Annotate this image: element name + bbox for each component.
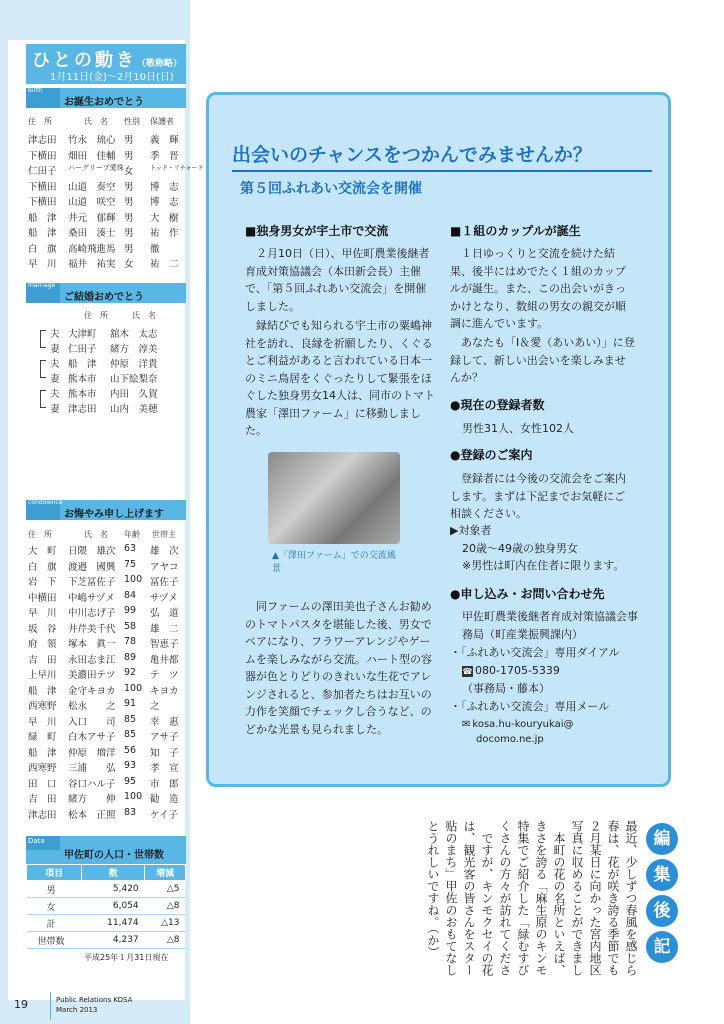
birth-cell: 畑田 佳輔 (68, 150, 116, 162)
condolence-cell: 早 川 (28, 608, 57, 619)
marriage-cell: 仁田子 (68, 344, 97, 355)
condolence-header-age: 年齢 (124, 530, 140, 539)
condolence-cell: 95 (124, 775, 137, 787)
birth-cell: 船 津 (28, 228, 57, 239)
marriage-cell: 内田 久賀 (110, 389, 158, 400)
footer-publication: Public Relations KOSA (56, 996, 133, 1004)
condolence-cell: 緒方 伸 (68, 794, 116, 805)
condolence-cell: 89 (124, 651, 137, 663)
birth-cell: 下横田 (28, 181, 57, 193)
birth-cell: 男 (124, 243, 134, 255)
condolence-cell: アサ子 (150, 732, 179, 743)
condolence-cell: 金守キヨカ (68, 685, 116, 697)
birth-cell: 女 (124, 166, 134, 177)
condolence-cell: 入口 司 (68, 716, 116, 728)
birth-cell: 福井 祐実 (68, 259, 116, 270)
population-cell: 計 (27, 915, 82, 932)
marriage-cell: 妻 (50, 374, 60, 385)
birth-en-label: birth (28, 87, 43, 94)
condolence-cell: 100 (124, 791, 143, 802)
mail-address[interactable] (462, 716, 574, 733)
mail-icon: ✉ (462, 719, 471, 730)
editorial-column: ですが、キンモクセイの花 (480, 832, 494, 976)
marriage-section-header (26, 283, 186, 303)
editorial-label-3: 後 (646, 895, 678, 927)
condolence-cell: 日隈 雄次 (68, 546, 116, 557)
editorial-label-1: 編 (646, 823, 678, 855)
marriage-cell: 緒方 淳美 (110, 344, 158, 355)
editorial-column: ２月某日に向かった宮内地区 (588, 820, 602, 976)
population-title: 甲佐町の人口・世帯数 (64, 850, 164, 861)
birth-cell: トッド・リチャード (150, 165, 204, 172)
marriage-cell: 津志田 (68, 404, 97, 415)
birth-cell: 早 川 (28, 259, 57, 270)
birth-cell: 津志田 (28, 135, 57, 146)
marriage-cell: 大津町 (68, 329, 97, 340)
birth-cell: 船 津 (28, 212, 57, 224)
editorial-label-4: 記 (646, 931, 678, 963)
sawada-farm-photo (268, 452, 400, 544)
condolence-cell: 緑 町 (28, 732, 57, 743)
couple-bracket (40, 330, 46, 348)
registered-count: 男性31人、女性102人 (462, 422, 574, 435)
condolence-cell: 白 旗 (28, 561, 57, 573)
condolence-cell: 市 郎 (150, 778, 179, 790)
condolence-cell: 上早川 (28, 670, 57, 681)
condolence-cell: 吉 田 (28, 654, 57, 666)
left-heading: ■独身男女が宇土市で交流 (245, 224, 389, 238)
condolence-cell: 弘 道 (150, 608, 179, 619)
birth-header-address: 住 所 (28, 117, 52, 126)
marriage-cell: 妻 (50, 404, 60, 415)
condolence-cell: 渡邉 國興 (68, 561, 116, 573)
article-title: 出会いのチャンスをつかんでみませんか？ (232, 144, 592, 166)
population-row (27, 915, 186, 932)
condolence-cell: 田 口 (28, 778, 57, 790)
editorial-label-2: 集 (646, 859, 678, 891)
condolence-cell: 早 川 (28, 716, 57, 728)
condolence-cell: 中川志げ子 (68, 608, 116, 619)
birth-cell: 女 (124, 259, 134, 270)
editorial-column: は、観光客の皆さんをスター (462, 820, 476, 976)
condolence-cell: 雄 二 (150, 623, 179, 635)
birth-cell: 博 志 (150, 197, 179, 208)
birth-cell: 男 (124, 150, 134, 162)
birth-cell: 高崎飛進馬 (68, 243, 116, 255)
population-header-row (27, 865, 186, 881)
birth-cell: 桑田 湊士 (68, 228, 116, 239)
right-heading: ■１組のカップルが誕生 (450, 224, 581, 238)
page-number: 19 (14, 998, 28, 1011)
condolence-title: お悔やみ申し上げます (64, 509, 164, 520)
condolence-cell: 知 子 (150, 747, 179, 759)
condolence-cell: 85 (124, 729, 137, 740)
condolence-cell: 93 (124, 760, 137, 771)
marriage-title: ご結婚おめでとう (64, 292, 144, 303)
mail-address-1: kosa.hu-kouryukai@ (472, 719, 574, 730)
birth-cell: 山道 奏空 (68, 181, 116, 193)
condolence-header-head: 世帯主 (152, 530, 176, 539)
birth-cell: 大 樹 (150, 212, 179, 224)
birth-cell: ハーグリーブ愛珠 (68, 164, 124, 172)
condolence-cell: 孝 宣 (150, 763, 179, 774)
editorial-column: 特集でご紹介した「緑むすび (516, 820, 530, 976)
condolence-cell: 塚本 眞一 (68, 639, 116, 650)
condolence-cell: 永田志ま江 (68, 654, 116, 666)
phone-number[interactable] (462, 662, 560, 680)
population-cell: 女 (27, 898, 82, 915)
phone-note: （事務局・藤本） (462, 682, 550, 695)
population-cell: △8 (145, 932, 186, 949)
editorial-column: 贴のまち」甲佐のおもてなし (444, 820, 458, 976)
birth-cell: 男 (124, 135, 134, 146)
article-subtitle: 第５回ふれあい交流会を開催 (240, 181, 422, 197)
left-paragraph-3: 同ファームの澤田美也子さんお勧めのトマトパスタを堪能した後、男女でペアになり、フラワーアレンジやゲームを楽しみながら交流。ハート型の容器が色とりどりのきれいな生花でアレンジされると、参加者たちはお互いの力作を笑顔でチェックし合うなど、のどかな光景も見られました。 (245, 600, 432, 736)
condolence-cell: 白木アサ子 (68, 732, 116, 743)
hito-no-ugoki-header (26, 44, 186, 84)
condolence-cell: 91 (124, 698, 137, 709)
condolence-cell: 58 (124, 620, 137, 632)
condolence-section-header (26, 500, 186, 520)
mail-address-2: docomo.ne.jp (476, 734, 544, 745)
birth-title: お誕生おめでとう (64, 97, 144, 108)
guide-paragraph: 登録者には今後の交流会をご案内します。まずは下記までお気軽にご相談ください。 (450, 472, 626, 520)
marriage-cell: 熊本市 (68, 389, 97, 400)
population-cell: 5,420 (82, 881, 145, 898)
condolence-cell: 吉 田 (28, 794, 57, 805)
birth-cell: 博 志 (150, 181, 179, 193)
hito-title: ひとの動き（敬称略） (32, 50, 183, 71)
birth-cell: 竹永 琉心 (68, 135, 116, 146)
editorial-column: 写真に収めることができまし (570, 820, 584, 976)
condolence-cell: 100 (124, 682, 143, 694)
phone-number-text: 080-1705-5339 (475, 664, 560, 677)
population-cell: 男 (27, 881, 82, 898)
condolence-cell: 谷口ハル子 (68, 778, 116, 790)
population-cell: 世帯数 (27, 932, 82, 949)
condolence-cell: アヤコ (150, 561, 179, 573)
photo-caption: ▲「澤田ファーム」での交流風景 (272, 551, 396, 574)
population-cell: △13 (145, 915, 186, 932)
condolence-cell: 56 (124, 744, 137, 756)
dial-label: ・「ふれあい交流会」専用ダイアル (450, 646, 620, 659)
condolence-cell: 63 (124, 543, 137, 554)
condolence-cell: 中嶋サヅメ (68, 592, 115, 604)
condolence-cell: 三浦 弘 (68, 763, 116, 774)
birth-cell: 男 (124, 181, 134, 193)
phone-icon: ☎ (462, 667, 473, 676)
marriage-header-address: 住 所 (84, 311, 108, 320)
target-label: ▶対象者 (450, 524, 492, 537)
couple-bracket (40, 390, 46, 408)
birth-cell: 祐 作 (150, 228, 179, 239)
birth-cell: 下横田 (28, 150, 57, 162)
marriage-cell: 妻 (50, 344, 60, 355)
birth-cell: 季 晋 (150, 150, 179, 162)
editorial-column: くさんの方々が訪れてくださ (498, 820, 512, 976)
hito-period: 1月11日(金)～2月10日(日) (50, 72, 174, 83)
population-header-change: 増減 (145, 865, 186, 881)
marriage-en-label: marriage (28, 282, 56, 289)
condolence-cell: 亀井都 (150, 654, 179, 666)
condolence-cell: 83 (124, 806, 137, 818)
footer-date: March 2013 (56, 1006, 98, 1014)
population-section-header (26, 836, 186, 864)
editorial-column: 本町の花の名所といえば、 (552, 832, 566, 976)
birth-header-sex: 性別 (124, 117, 140, 126)
population-en-label: Data (28, 837, 45, 845)
condolence-cell: 西寒野 (28, 701, 57, 712)
left-paragraph-1: ２月10日（日）、甲佐町農業後継者育成対策協議会（本田新会長）主催で、「第５回ふれあい交流会」を開催しました。 (245, 247, 430, 313)
population-cell: △8 (145, 898, 186, 915)
population-row (27, 932, 186, 949)
population-cell: 4,237 (82, 932, 145, 949)
condolence-cell: 之 (150, 701, 160, 712)
population-row (27, 881, 186, 898)
population-table (26, 864, 186, 949)
mail-label: ・「ふれあい交流会」専用メール (450, 700, 610, 713)
condolence-cell: 100 (124, 574, 143, 585)
marriage-cell: 夫 (50, 359, 60, 370)
condolence-cell: テ ツ (150, 670, 179, 681)
left-paragraph-2: 縁結びでも知られる宇土市の粟嶋神社を訪れ、良縁を祈願したり、くぐるとご利益があると言われている日本一のミニ鳥居をくぐったりして緊張をほぐした独身男女14人は、同市のトマト農家「澤田ファーム」に移動しました。 (245, 319, 435, 437)
right-paragraph-2: あなたも「I＆愛（あいあい）」に登録して、新しい出会いを楽しみませんか？ (450, 336, 635, 384)
condolence-cell: キヨカ (150, 685, 179, 697)
guide-heading: ●登録のご案内 (450, 448, 533, 462)
condolence-cell: 津志田 (28, 809, 57, 821)
condolence-cell: 大 町 (28, 546, 57, 557)
condolence-cell: 92 (124, 667, 137, 678)
marriage-cell: 夫 (50, 389, 60, 400)
birth-header-name: 氏 名 (84, 117, 108, 126)
condolence-en-label: condolence (28, 499, 63, 506)
birth-cell: 下横田 (28, 197, 57, 208)
birth-cell: 山道 咲空 (68, 197, 116, 208)
condolence-cell: 75 (124, 558, 137, 570)
contact-heading: ●申し込み・お問い合わせ先 (450, 587, 605, 601)
marriage-cell: 山下絵梨奈 (110, 374, 158, 385)
population-row (27, 898, 186, 915)
editorial-column: とうれしいですね。（か） (426, 820, 440, 958)
condolence-cell: 85 (124, 713, 137, 725)
population-header-count: 数 (82, 865, 145, 881)
population-cell: △5 (145, 881, 186, 898)
condolence-cell: 井芹美千代 (68, 623, 116, 635)
birth-cell: 徹 (150, 243, 160, 255)
birth-section-header (26, 88, 186, 108)
birth-header-guardian: 保護者 (150, 117, 174, 126)
condolence-cell: 船 津 (28, 747, 57, 759)
right-paragraph-1: １日ゆっくりと交流を続けた結果、後半にはめでたく１組のカップルが誕生。また、この出会いがきっかけとなり、数組の男女の親交が順調に進んでいます。 (450, 247, 626, 330)
condolence-cell: 勧 造 (150, 794, 179, 805)
condolence-cell: 智恵子 (150, 639, 179, 650)
condolence-cell: 幸 惠 (150, 716, 179, 728)
condolence-cell: 雄 次 (150, 546, 179, 557)
birth-cell: 男 (124, 197, 134, 208)
condolence-cell: 松永 之 (68, 701, 116, 712)
condolence-cell: サヅメ (150, 592, 178, 604)
condolence-cell: 松本 正照 (68, 809, 116, 821)
population-header-item: 項目 (27, 865, 82, 881)
birth-cell: 義 輝 (150, 135, 179, 146)
birth-cell: 男 (124, 212, 134, 224)
condolence-cell: 府 領 (28, 639, 57, 650)
marriage-cell: 仲原 洋貴 (110, 359, 158, 370)
contact-organization: 甲佐町農業後継者育成対策協議会事務局（町産業振興課内） (462, 610, 638, 641)
condolence-cell: 78 (124, 636, 137, 647)
birth-cell: 井元 郁輝 (68, 212, 116, 224)
population-cell: 6,054 (82, 898, 145, 915)
condolence-cell: 岩 下 (28, 577, 57, 588)
marriage-header-name: 氏 名 (132, 311, 156, 320)
birth-cell: 男 (124, 228, 134, 239)
condolence-cell: 坂 谷 (28, 623, 57, 635)
editorial-column: 最近、少しずつ春風を感じら (624, 820, 638, 976)
condolence-cell: ケイ子 (150, 809, 178, 821)
birth-cell: 祐 二 (150, 259, 179, 270)
couple-bracket (40, 360, 46, 378)
condolence-cell: 99 (124, 605, 137, 616)
editorial-column: 春は、花が咲き誇る季節でも (606, 820, 620, 976)
marriage-cell: 熊本市 (68, 374, 97, 385)
condolence-cell: 下芝冨佐子 (68, 577, 116, 588)
condolence-cell: 船 津 (28, 685, 57, 697)
condolence-cell: 84 (124, 589, 137, 601)
target-note: ※男性は町内在住者に限ります。 (462, 559, 625, 572)
condolence-cell: 中横田 (28, 592, 57, 604)
population-cell: 11,474 (82, 915, 145, 932)
editorial-column: きさを誇る「麻生原のキンモ (534, 820, 548, 976)
condolence-header-name: 氏 名 (84, 530, 108, 539)
condolence-cell: 冨佐子 (150, 577, 179, 588)
condolence-cell: 西寒野 (28, 763, 57, 774)
target-body: 20歳～49歳の独身男女 (462, 542, 578, 555)
condolence-cell: 美濃田テツ (68, 670, 116, 681)
registered-heading: ●現在の登録者数 (450, 398, 545, 412)
population-as-of: 平成25年１月31日現在 (84, 953, 169, 962)
marriage-cell: 舘木 太志 (110, 329, 158, 340)
marriage-cell: 船 津 (68, 359, 97, 370)
condolence-cell: 仲原 増洋 (68, 747, 116, 759)
footer-divider (50, 992, 51, 1020)
title-rule (232, 170, 652, 172)
marriage-cell: 山内 美穂 (110, 404, 158, 415)
marriage-cell: 夫 (50, 329, 60, 340)
hito-title-note: （敬称略） (137, 59, 183, 69)
birth-cell: 白 旗 (28, 243, 57, 255)
condolence-header-address: 住 所 (28, 530, 52, 539)
birth-cell: 仁田子 (28, 166, 57, 177)
